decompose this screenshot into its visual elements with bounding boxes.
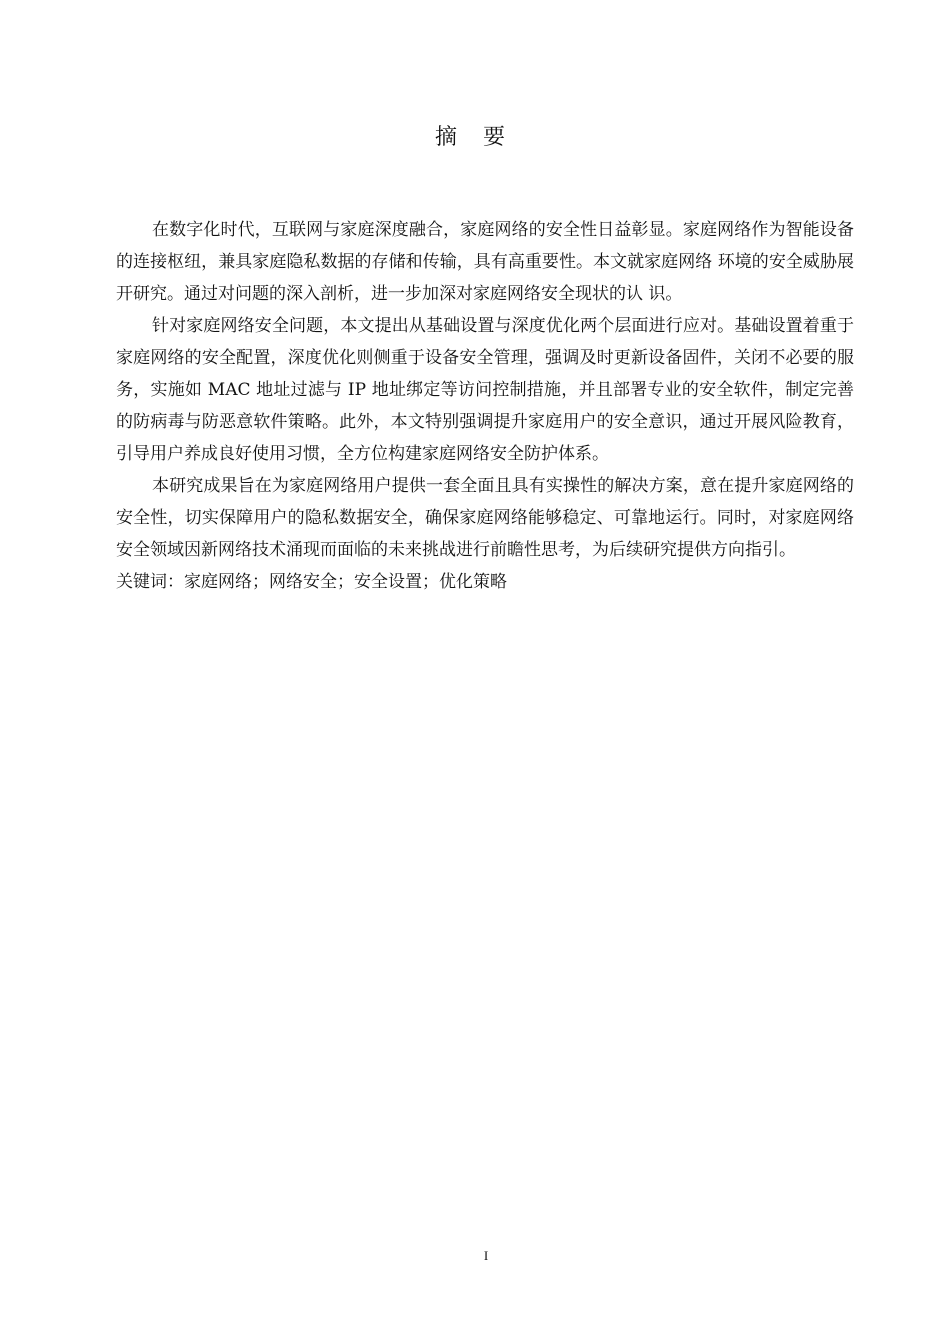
abstract-body xyxy=(116,214,854,598)
abstract-paragraph-1: 在数字化时代，互联网与家庭深度融合，家庭网络的安全性日益彰显。家庭网络作为智能设备的连接枢纽，兼具家庭隐私数据的存储和传输，具有高重要性。本文就家庭网络 环境的安全威胁展开研究。通过对问题的深入剖析，进一步加深对家庭网络安全现状的认 识。 xyxy=(116,220,854,304)
keywords-text: 家庭网络；网络安全；安全设置；优化策略 xyxy=(184,572,507,592)
keywords-label: 关键词： xyxy=(116,572,184,592)
keywords-line xyxy=(116,566,854,598)
abstract-title: 摘要 xyxy=(434,125,531,150)
page-number: I xyxy=(483,1248,489,1263)
abstract-paragraph-2: 针对家庭网络安全问题，本文提出从基础设置与深度优化两个层面进行应对。基础设置着重于家庭网络的安全配置，深度优化则侧重于设备安全管理，强调及时更新设备固件，关闭不必要的服务，实施如 MAC 地址过滤与 IP 地址绑定等访问控制措施，并且部署专业的安全软件，制定完善的防病毒与防恶意软件策略。此外，本文特别强调提升家庭用户的安全意识，通过开展风险教育，引导用户养成良好使用习惯，全方位构建家庭网络安全防护体系。 xyxy=(116,316,854,464)
abstract-paragraph-3: 本研究成果旨在为家庭网络用户提供一套全面且具有实操性的解决方案，意在提升家庭网络的安全性，切实保障用户的隐私数据安全，确保家庭网络能够稳定、可靠地运行。同时，对家庭网络安全领域因新网络技术涌现而面临的未来挑战进行前瞻性思考，为后续研究提供方向指引。 xyxy=(116,476,854,560)
